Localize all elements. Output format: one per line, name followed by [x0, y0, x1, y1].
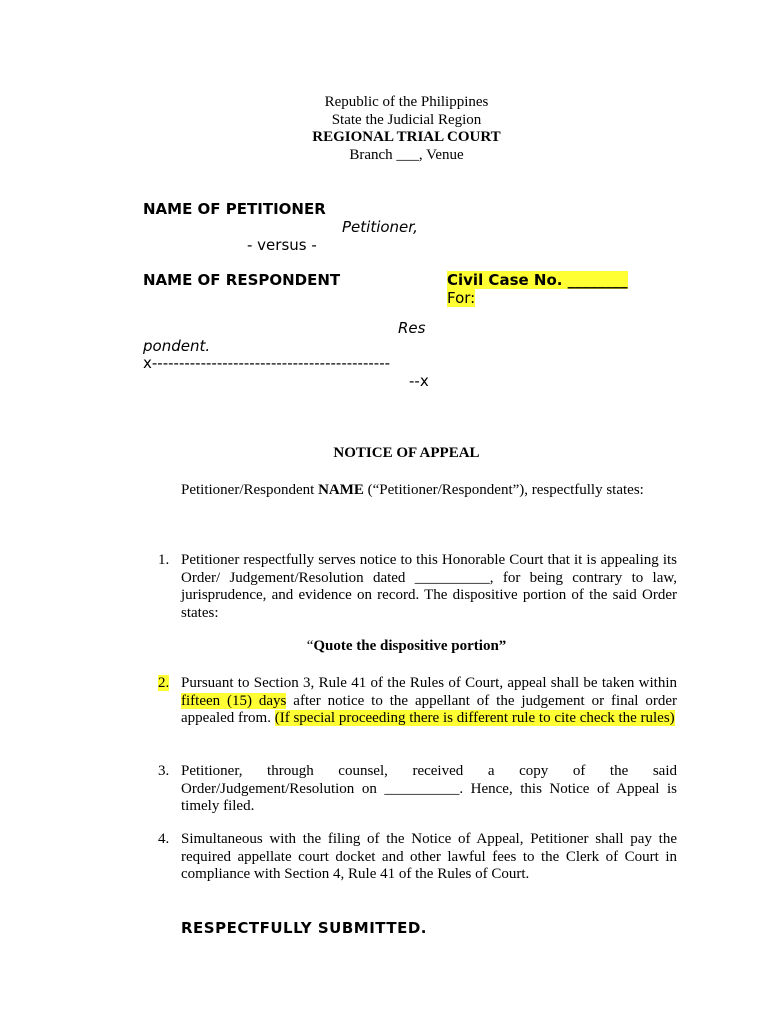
respondent-role-part2: pondent.	[143, 337, 211, 355]
intro-name: NAME	[318, 482, 364, 498]
case-number	[447, 271, 628, 289]
item-2-highlight-note: (If special proceeding there is different rule to cite check the rules)	[274, 710, 675, 726]
item-2-number-text: 2.	[158, 675, 170, 691]
item-1-text: Petitioner respectfully serves notice to this Honorable Court that it is appealing its Order/ Judgement/Resolution dated __________, for being contrary to law, jurisprudence, and evidence on record. The dispositive portion of the said Order states:	[181, 552, 677, 621]
item-2-text-b: after notice to the appellant of the judgement or final order appealed from.	[181, 692, 677, 726]
item-2-number	[158, 675, 169, 693]
closing-statement: RESPECTFULLY SUBMITTED.	[181, 919, 427, 937]
quote-text: Quote the dispositive portion	[313, 638, 499, 654]
intro-paragraph	[135, 482, 677, 500]
intro-post: (“Petitioner/Respondent”), respectfully states:	[363, 482, 644, 498]
petitioner-role: Petitioner,	[342, 218, 418, 236]
document-title: NOTICE OF APPEAL	[333, 445, 480, 461]
item-1-number: 1.	[158, 552, 170, 568]
header-court: REGIONAL TRIAL COURT	[312, 129, 501, 145]
header-region: State the Judicial Region	[331, 111, 482, 128]
item-3-number: 3.	[158, 763, 170, 779]
intro-pre: Petitioner/Respondent	[181, 482, 319, 498]
caption-separator-end: --x	[409, 372, 429, 390]
item-2-text-a: Pursuant to Section 3, Rule 41 of the Rules of Court, appeal shall be taken within	[181, 675, 677, 691]
item-4-text: Simultaneous with the filing of the Notice of Appeal, Petitioner shall pay the required appellate court docket and other lawful fees to the Clerk of Court in compliance with Section 4, Rule 41 of the Rules of Court.	[181, 831, 677, 882]
case-for	[447, 289, 475, 307]
header-republic: Republic of the Philippines	[324, 94, 489, 110]
court-header	[0, 94, 768, 164]
header-branch: Branch ___, Venue	[349, 146, 464, 163]
caption-separator: x--------------------------------------------	[143, 354, 391, 372]
case-for-text: For:	[447, 289, 476, 307]
petitioner-name: NAME OF PETITIONER	[143, 200, 326, 218]
versus-label: - versus -	[247, 236, 317, 254]
item-4-number: 4.	[158, 831, 170, 847]
item-2-highlight-days: fifteen (15) days	[181, 692, 287, 709]
item-3-text: Petitioner, through counsel, received a copy of the said Order/Judgement/Resolution on __________. Hence, this Notice of Appeal is timely filed.	[181, 763, 677, 814]
case-number-text: Civil Case No. ________	[447, 271, 628, 289]
item-2-text	[181, 675, 677, 728]
respondent-role-part1: Res	[398, 319, 426, 337]
respondent-name: NAME OF RESPONDENT	[143, 271, 341, 289]
quote-open: “	[306, 638, 314, 654]
dispositive-quote	[0, 638, 768, 656]
quote-close: ”	[498, 638, 507, 654]
